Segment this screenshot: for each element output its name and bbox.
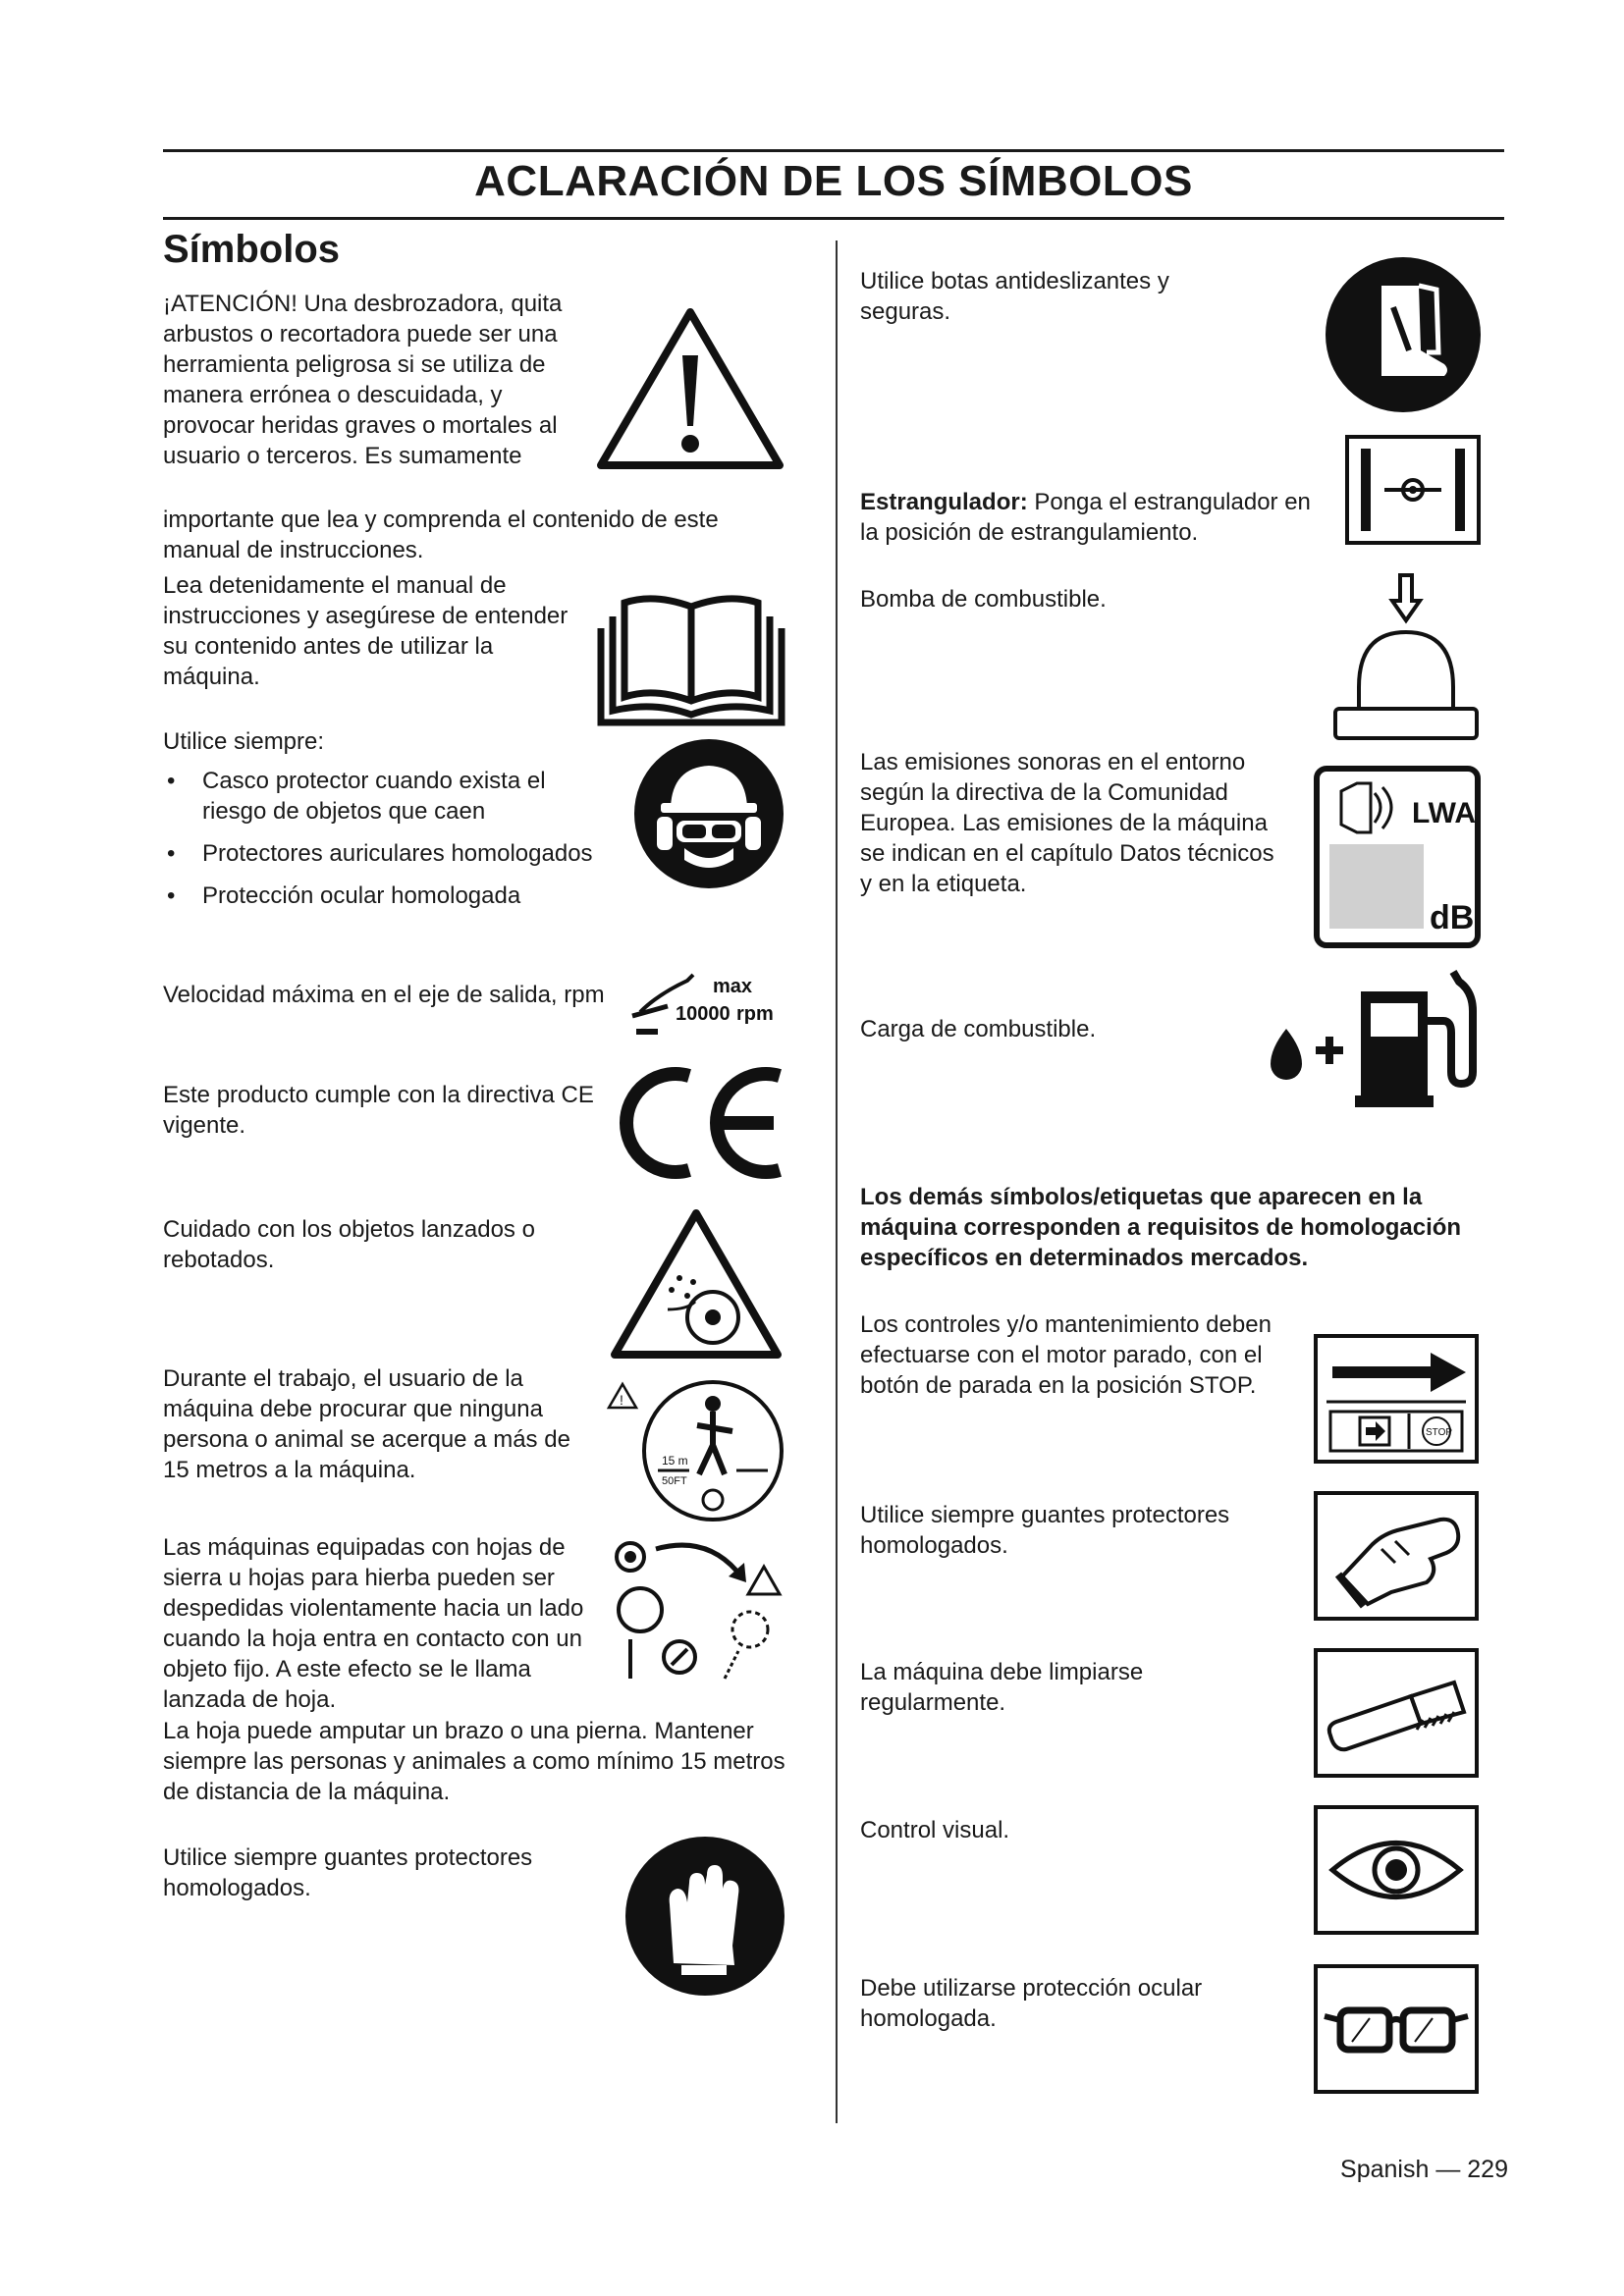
stop-engine-icon [1313,1333,1480,1465]
list-item: • Protectores auriculares homologados [163,838,595,869]
noise-icon-lwa: LWA [1412,797,1476,829]
max-icon-unit: rpm [736,1003,774,1025]
fuel-pump-primer-icon [1331,571,1481,742]
gloves-text-right: Utilice siempre guantes protectores homologados. [860,1502,1230,1559]
max-speed-icon [628,967,795,1038]
section-title: Símbolos [163,228,341,271]
ce-mark-icon [611,1062,787,1184]
helmet-ear-eye-protection-icon [633,738,785,889]
noise-text: Las emisiones sonoras en el entorno según la directiva de la Comunidad Europea. Las emisiones de la máquina se indican en el capítulo Datos técnicos y en la etiqueta. [860,749,1274,897]
title-rule [163,217,1504,220]
distance-icon-m: 15 m [662,1454,688,1468]
max-icon-value: 10000 [676,1003,731,1025]
amputation-text: La hoja puede amputar un brazo o una pierna. Mantener siempre las personas y animales a como mínimo 15 metros de distancia de la máquina. [163,1718,785,1805]
choke-description: Ponga el estrangulador en la posición de estrangulamiento. [860,489,1311,546]
boots-text: Utilice botas antideslizantes y seguras. [860,268,1169,325]
choke-icon [1345,435,1481,545]
clean-text: La máquina debe limpiarse regularmente. [860,1659,1144,1716]
top-rule [163,149,1504,152]
always-use-label: Utilice siempre: [163,728,325,755]
visual-text: Control visual. [860,1817,1010,1843]
safety-glasses-icon [1313,1963,1480,2095]
gloves-icon [624,1836,785,1997]
noise-icon-db: dB [1430,899,1475,936]
noise-level-icon [1314,766,1481,948]
warning-text: ¡ATENCIÓN! Una desbrozadora, quita arbustos o recortadora puede ser una herramienta peligrosa si se utiliza de manera errónea o descuidada, y provocar heridas graves o mortales al usuario o terceros. Es sumamente [163,291,563,469]
list-item: • Protección ocular homologada [163,881,595,911]
page-footer: Spanish — 229 [1340,2156,1508,2183]
other-symbols-heading: Los demás símbolos/etiquetas que aparecen en la máquina corresponden a requisitos de homologación específicos en determinados mercados. [860,1184,1462,1271]
ce-text: Este producto cumple con la directiva CE vigente. [163,1082,594,1139]
page-title: ACLARACIÓN DE LOS SÍMBOLOS [474,157,1193,205]
warning-triangle-icon [595,306,785,471]
max-speed-text: Velocidad máxima en el eje de salida, rpm [163,982,605,1008]
fuel-pump-text: Bomba de combustible. [860,586,1107,613]
max-icon-label: max [713,976,753,997]
eye-protection-text: Debe utilizarse protección ocular homologada. [860,1975,1203,2032]
manual-book-icon [595,589,787,726]
refuel-icon [1267,962,1483,1109]
warning-text-cont: importante que lea y comprenda el contenido de este manual de instrucciones. [163,507,719,563]
distance-icon-ft: 50FT [662,1475,687,1487]
thrown-objects-warning-icon [609,1207,784,1361]
kickback-icon [607,1531,784,1688]
choke-text [860,487,1322,548]
always-use-list [163,766,595,923]
stop-text: Los controles y/o mantenimiento deben efectuarse con el motor parado, con el botón de parada en la posición STOP. [860,1311,1272,1399]
column-divider [836,240,838,2123]
list-item: • Casco protector cuando exista el riesgo de objetos que caen [163,766,595,827]
thrown-objects-text: Cuidado con los objetos lanzados o rebotados. [163,1216,535,1273]
eye-inspection-icon [1313,1804,1480,1936]
distance-text: Durante el trabajo, el usuario de la máquina debe procurar que ninguna persona o animal se acerque a más de 15 metros a la máquina. [163,1365,570,1483]
gloves-text-left: Utilice siempre guantes protectores homologados. [163,1844,533,1901]
kickback-text: Las máquinas equipadas con hojas de sierra u hojas para hierba pueden ser despedidas violentamente hacia un lado cuando la hoja entra en contacto con un objeto fijo. A este efecto se le llama lanzada de hoja. [163,1534,584,1713]
protective-glove-icon [1313,1490,1480,1622]
safety-boots-icon [1325,256,1482,413]
manual-text: Lea detenidamente el manual de instrucciones y asegúrese de entender su contenido antes de utilizar la máquina. [163,572,568,690]
refuel-text: Carga de combustible. [860,1016,1097,1042]
stop-icon-label: STOP [1426,1427,1453,1438]
svg-text:!: ! [620,1392,623,1408]
cleaning-brush-icon [1313,1647,1480,1779]
choke-label: Estrangulador: [860,489,1028,515]
distance-15m-icon [607,1376,787,1523]
